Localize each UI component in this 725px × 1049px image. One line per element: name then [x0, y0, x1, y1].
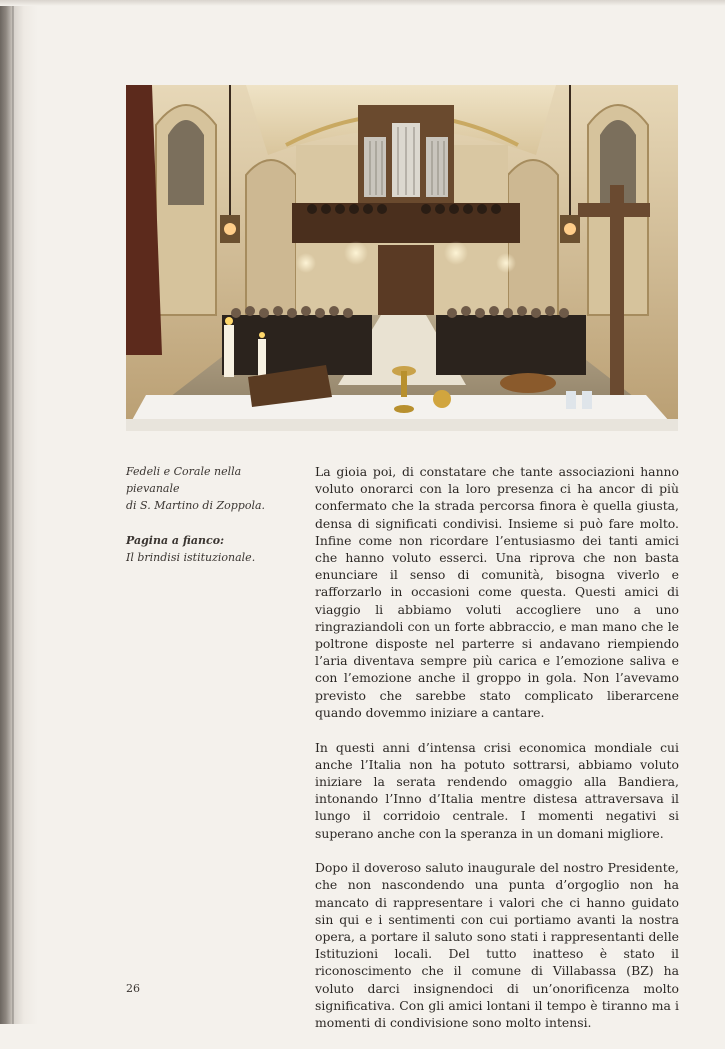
photo-caption: [126, 463, 296, 566]
page-top-edge: [0, 0, 725, 6]
caption-line-2: di S. Martino di Zoppola.: [126, 499, 266, 512]
article-body: [315, 463, 679, 1049]
side-page-label: Pagina a fianco:: [126, 534, 225, 547]
paragraph-1: La gioia poi, di constatare che tante associazioni hanno voluto onorarci con la loro presenza ci ha ancor di più confermato che la strada percorsa finora è quella giusta, densa di significati condivisi. Insieme si può fare molto. Infine come non ricordare l’entusiasmo dei tanti amici che hanno voluto esserci. Una riprova che non basta enunciare il senso di comunità, bisogna viverlo e rafforzarlo in occasioni come questa. Questi amici di viaggio li abbiamo voluti accogliere uno a uno ringraziandoli con un forte abbraccio, e man mano che le poltrone disposte nel parterre si andavano riempiendo l’aria diventava sempre più carica e l’emozione saliva e con l’emozione anche il groppo in gola. Non l’avevamo previsto che sarebbe stato complicato liberarcene quando dovemmo iniziare a cantare.: [315, 464, 679, 720]
page-number: 26: [126, 982, 140, 995]
side-page-text: Il brindisi istituzionale.: [126, 551, 256, 564]
paragraph-2: In questi anni d’intensa crisi economica mondiale cui anche l’Italia non ha potuto sottrarsi, abbiamo voluto iniziare la serata rendendo omaggio alla Bandiera, intonando l’Inno d’Italia mentre distesa attraversava il lungo il corridoio centrale. I momenti negativi si superano anche con la speranza in un domani migliore.: [315, 739, 679, 841]
book-binding: [0, 0, 38, 1024]
paragraph-3: Dopo il doveroso saluto inaugurale del nostro Presidente, che non nascondendo una punta d’orgoglio non ha mancato di rappresentare i valori che ci hanno guidato sin qui e i sentimenti con cui portiamo avanti la nostra opera, a portare il saluto sono stati i rappresentanti delle Istituzioni locali. Del tutto inatteso è stato il riconoscimento che il comune di Villabassa (BZ) ha voluto darci insignendoci di un’onorificenza molto significativa. Con gli amici lontani il tempo è tiranno ma i momenti di condivisione sono molto intensi.: [315, 860, 679, 1031]
caption-line-1: Fedeli e Corale nella pievanale: [126, 465, 242, 495]
church-interior-photo: [126, 85, 678, 431]
